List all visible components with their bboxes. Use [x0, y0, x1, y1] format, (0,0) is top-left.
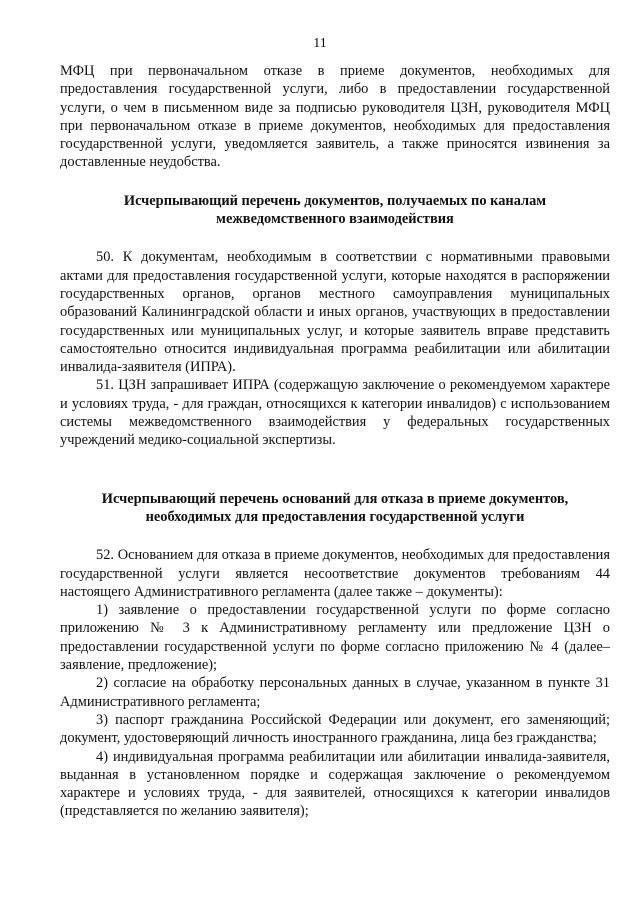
paragraph-52: 52. Основанием для отказа в приеме документов, необходимых для предоставления государственной услуги является несоответствие документов требованиям 44 настоящего Административного регламента (далее также – документы):: [60, 547, 610, 600]
section-heading-interagency-documents: Исчерпывающий перечень документов, получаемых по каналам межведомственного взаимодействия: [123, 192, 547, 228]
list-item-3: 3) паспорт гражданина Российской Федерации или документ, его заменяющий; документ, удостоверяющий личность иностранного гражданина, лица без гражданства;: [60, 711, 610, 747]
document-body: [60, 62, 610, 821]
list-item-4: 4) индивидуальная программа реабилитации или абилитации инвалида-заявителя, выданная в установленном порядке и содержащая заключение о рекомендуемом характере и условиях труда, - для заявителей, относящихся к категории инвалидов (представляется по желанию заявителя);: [60, 748, 610, 820]
intro-paragraph: МФЦ при первоначальном отказе в приеме документов, необходимых для предоставления государственной услуги, либо в предоставлении государственной услуги, о чем в письменном виде за подписью руководителя ЦЗН, руководителя МФЦ при первоначальном отказе в приеме документов, необходимых для предоставления государственной услуги, уведомляется заявитель, а также приносятся извинения за доставленные неудобства.: [60, 63, 610, 171]
paragraph-50: 50. К документам, необходимым в соответствии с нормативными правовыми актами для предоставления государственной услуги, которые находятся в распоряжении государственных органов, органов местного самоуправления муниципальных образований Калининградской области и иных органов, участвующих в предоставлении государственных или муниципальных услуг, и которые заявитель вправе представить самостоятельно относится индивидуальная программа реабилитации или абилитации инвалида-заявителя (ИПРА).: [60, 249, 610, 376]
list-item-1: 1) заявление о предоставлении государственной услуги по форме согласно приложению № 3 к Административному регламенту или предложение ЦЗН о предоставлении государственной услуги по форме согласно приложению № 4 (далее– заявление, предложение);: [60, 602, 610, 674]
section-heading-refusal-grounds: Исчерпывающий перечень оснований для отказа в приеме документов, необходимых для предоставления государственной услуги: [101, 490, 569, 525]
page-number: 11: [313, 36, 327, 51]
list-item-2: 2) согласие на обработку персональных данных в случае, указанном в пункте 31 Административного регламента;: [60, 675, 610, 710]
paragraph-51: 51. ЦЗН запрашивает ИПРА (содержащую заключение о рекомендуемом характере и условиях труда, - для граждан, относящихся к категории инвалидов) с использованием системы межведомственного взаимодействия у федеральных государственных учреждений медико-социальной экспертизы.: [60, 377, 610, 449]
